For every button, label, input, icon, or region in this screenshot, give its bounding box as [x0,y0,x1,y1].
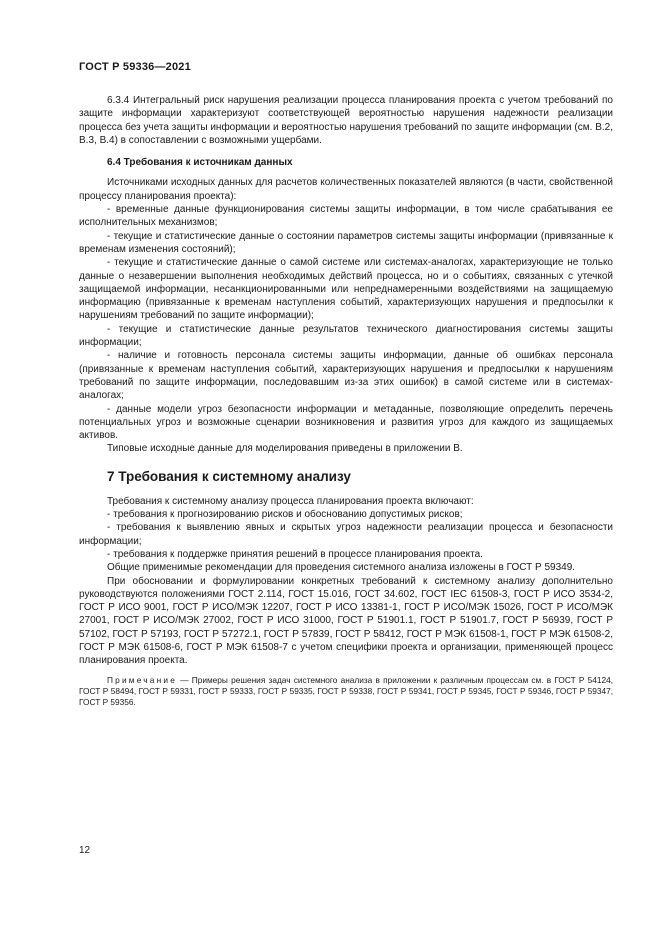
note-label: Примечание [107,674,178,685]
list-item: - текущие и статистические данные о состоянии параметров системы защиты информации (привязанные к временам изменения состояний); [79,230,613,255]
page-number: 12 [79,845,91,856]
list-item: - требования к выявлению явных и скрытых угроз надежности реализации процесса и безопасности информации; [79,522,613,547]
paragraph-6-3-4: 6.3.4 Интегральный риск нарушения реализации процесса планирования проекта с учетом требований по защите информации характеризуют соответствующей вероятностью нарушения надежности реализации процесса без учета защиты информации и вероятностью нарушения требований по защите информации (см. В.2, В.3, В.4) в сопоставлении с возможными ущербами. [79,95,613,146]
paragraph: Источниками исходных данных для расчетов количественных показателей являются (в части, свойственной процессу планирования проекта): [79,177,613,202]
paragraph: Требования к системному анализу процесса планирования проекта включают: [107,495,474,507]
note [79,675,613,708]
paragraph: Типовые исходные данные для моделирования приведены в приложении В. [107,443,463,455]
list-item: - текущие и статистические данные результатов технического диагностирования системы защиты информации; [79,323,613,349]
paragraph: При обосновании и формулировании конкретных требований к системному анализу дополнительно руководствуются положениями ГОСТ 2.114, ГОСТ 15.016, ГОСТ 34.602, ГОСТ IEC 61508-3, ГОСТ Р ИСО 3534-2, ГОСТ Р ИСО 9001, ГОСТ Р ИСО/МЭК 12207, ГОСТ Р ИСО 13381-1, ГОСТ Р ИСО/МЭК 15026, ГОСТ Р ИСО/МЭК 27001, ГОСТ Р ИСО/МЭК 27002, ГОСТ Р ИСО 31000, ГОСТ Р 51901.1, ГОСТ Р 51901.7, ГОСТ Р 56939, ГОСТ Р 57102, ГОСТ Р 57193, ГОСТ Р 57272.1, ГОСТ Р 57839, ГОСТ Р 58412, ГОСТ Р МЭК 61508-1, ГОСТ Р МЭК 61508-2, ГОСТ Р МЭК 61508-6, ГОСТ Р МЭК 61508-7 с учетом специфики проекта и организации, применяющей процесс планирования проекта. [79,575,613,667]
paragraph: Общие применимые рекомендации для проведения системного анализа изложены в ГОСТ Р 59349. [107,562,576,574]
list-item: - наличие и готовность персонала системы защиты информации, данные об ошибках персонала (привязанные к временам наступления событий, характеризующих нарушения и предпосылки к нарушениям требований по защите информации, последовавшим из-за этих ошибок) в самой системе или в системах-аналогах; [79,350,613,402]
list-item: - временные данные функционирования системы защиты информации, в том числе срабатывания ее исполнительных механизмов; [79,204,613,229]
page-content [79,94,613,708]
list-item: - данные модели угроз безопасности информации и метаданные, позволяющие определить перечень потенциальных угроз и возможные сценарии возникновения и развития угроз для каждого из защищаемых активов. [79,403,613,442]
list-item: - требования к прогнозированию рисков и обоснованию допустимых рисков; [107,509,463,521]
document-header: ГОСТ Р 59336—2021 [79,61,191,73]
list-item: - требования к поддержке принятия решений в процессе планирования проекта. [107,548,483,560]
note-text: — Примеры решения задач системного анализа в приложении к различным процессам см. в ГОСТ Р 54124, ГОСТ Р 58494, ГОСТ Р 59331, ГОСТ Р 59333, ГОСТ Р 59335, ГОСТ Р 59338, ГОСТ Р 59341, ГОСТ Р 59345, ГОСТ Р 59346, ГОСТ Р 59347, ГОСТ Р 59356. [79,674,613,707]
section-6-4-heading: 6.4 Требования к источникам данных [107,157,293,169]
section-7-heading: 7 Требования к системному анализу [107,468,351,484]
list-item: - текущие и статистические данные о самой системе или системах-аналогах, характеризующие не только данные о незавершении выполнения необходимых действий процесса, но и о событиях, связанных с утечкой защищаемой информации, несанкционированными или непреднамеренными воздействиями на защищаемую информацию (привязанные к временам наступления событий, характеризующих нарушения и предпосылки к нарушениям требований по защите информации); [79,257,613,322]
